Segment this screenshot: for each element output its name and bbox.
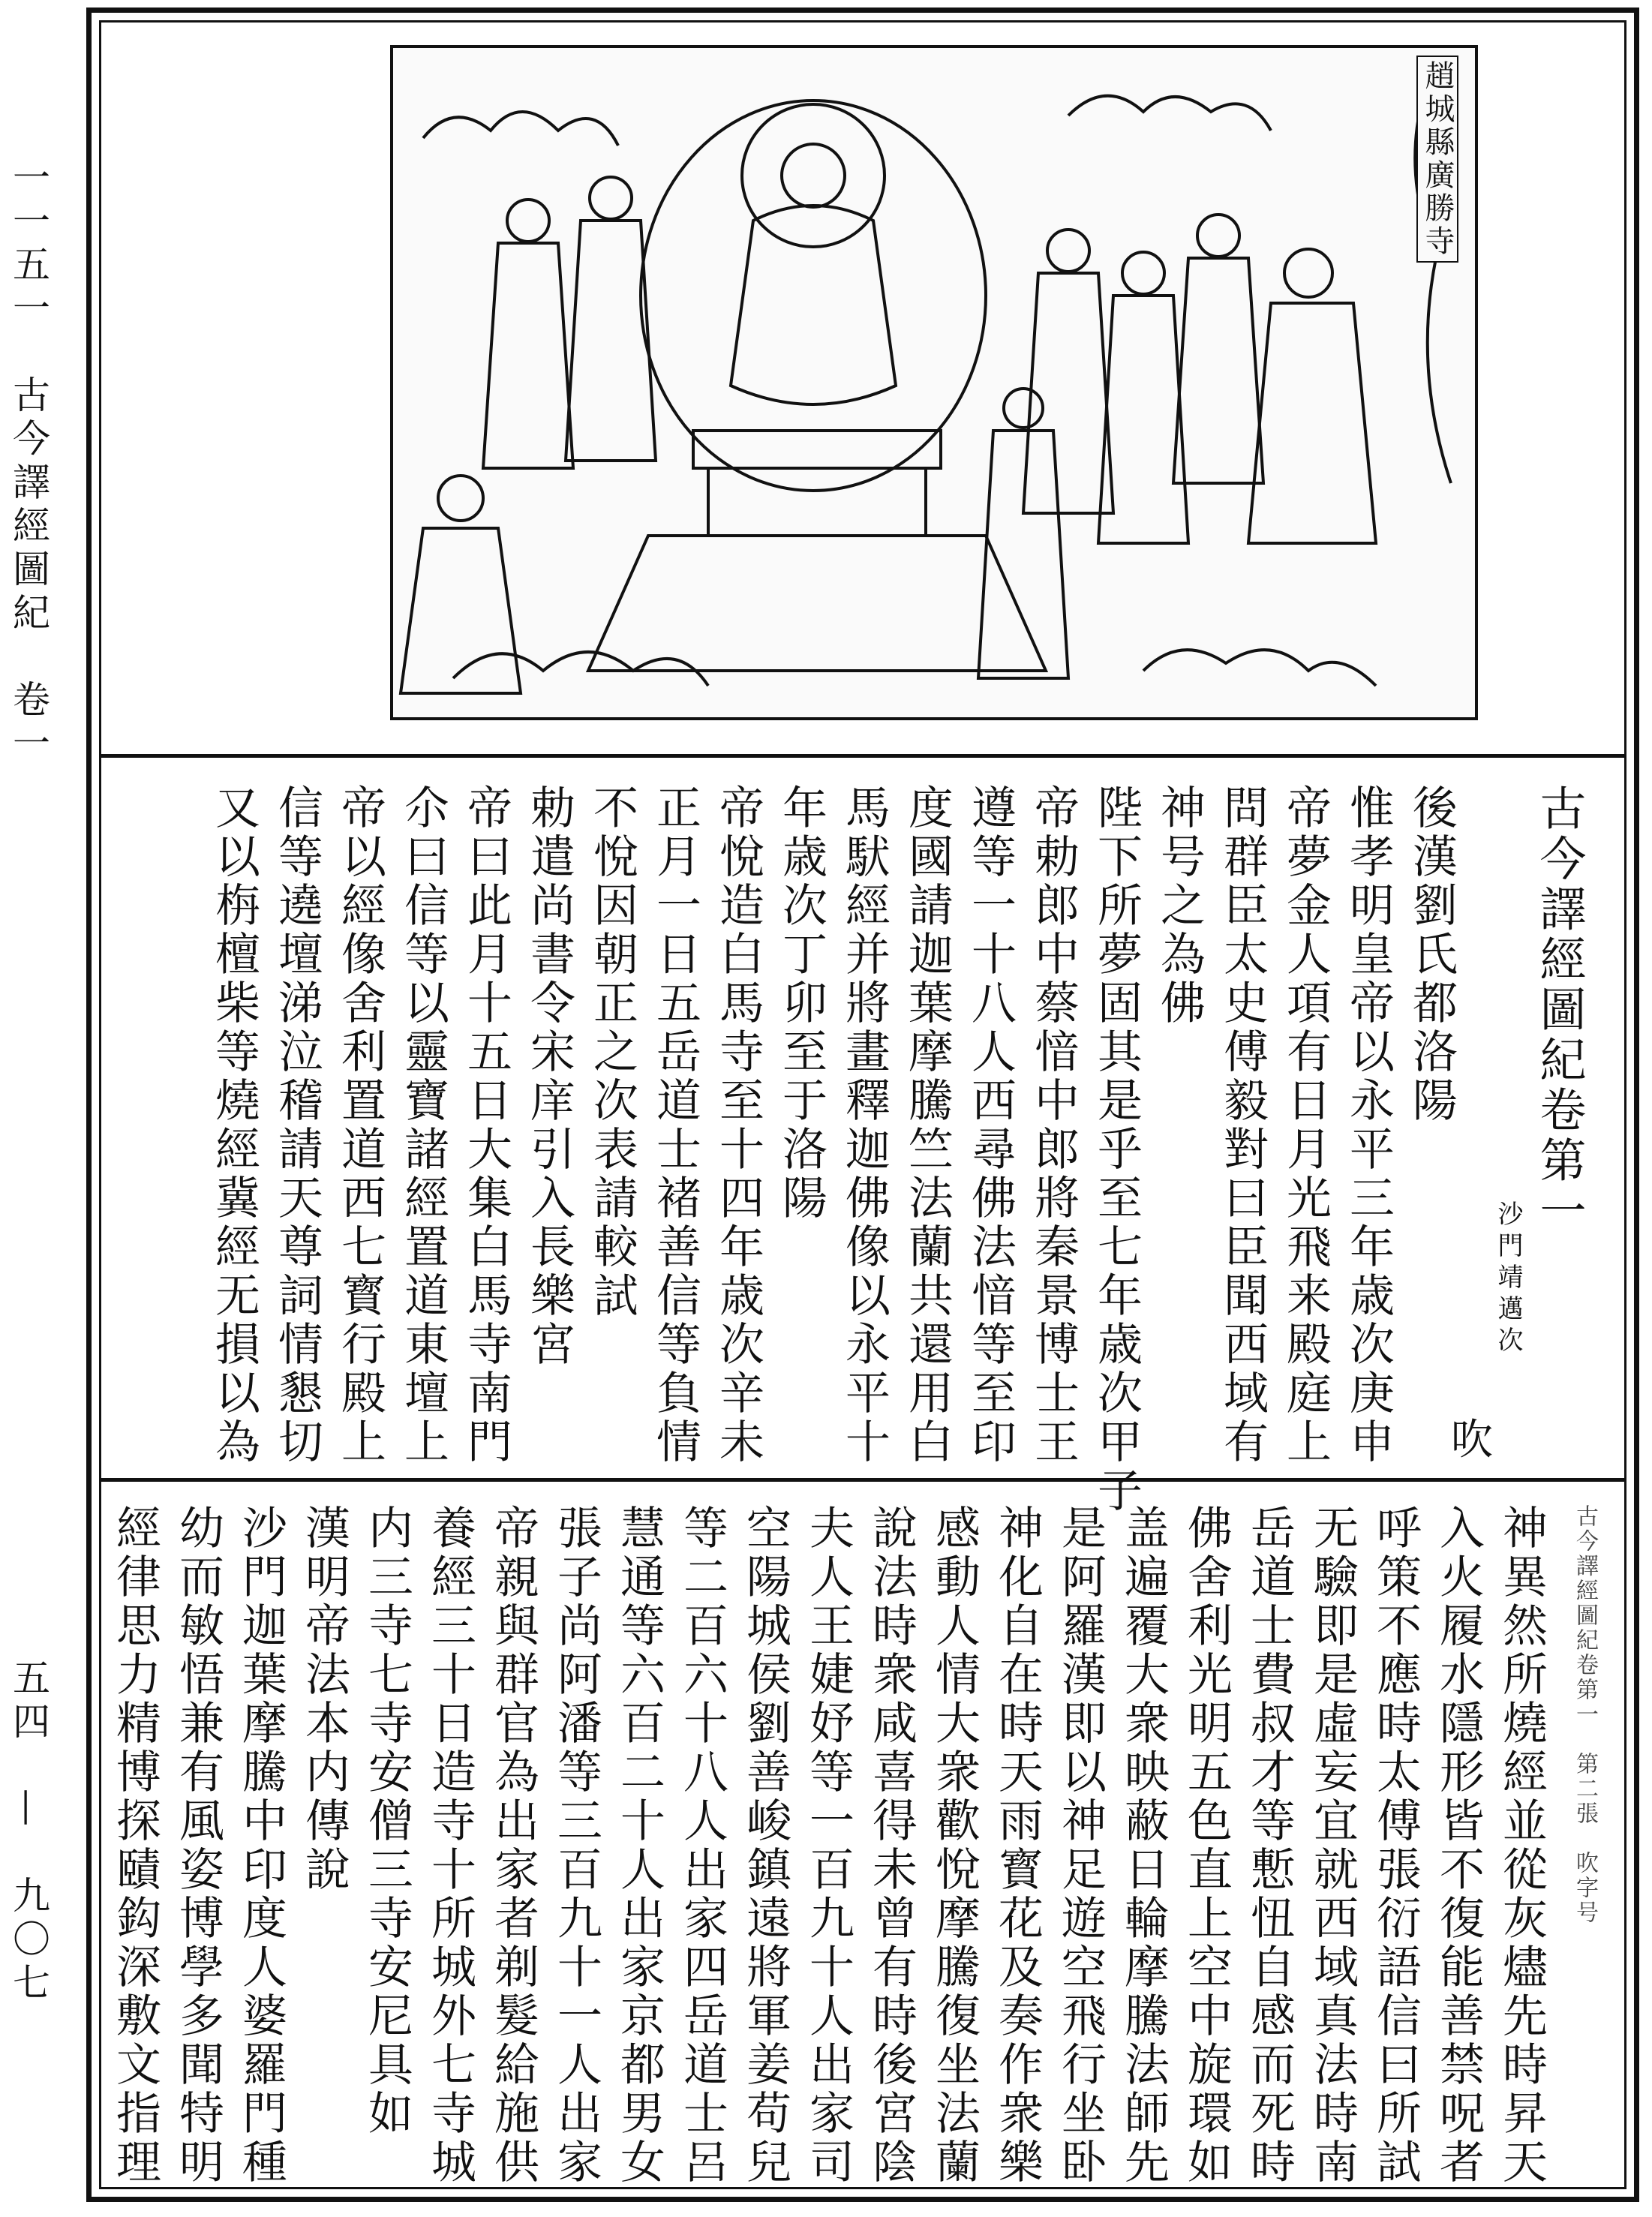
text-column: 帝悅造白馬寺至十四年歳次辛未	[712, 784, 764, 1467]
text-column: 張子尚阿潘等三百九十一人出家	[550, 1504, 602, 2187]
text-panel-2	[109, 1504, 1598, 2187]
illustration-drawing	[393, 48, 1475, 717]
text-column: 幼而敏悟兼有風姿博學多聞特明	[172, 1504, 224, 2187]
text-column: 養經三十日造寺十所城外七寺城	[424, 1504, 476, 2187]
text-column: 空陽城侯劉善峻鎮遠將軍姜苟兒	[739, 1504, 791, 2187]
text-column: 年歳次丁卯至于洛陽	[775, 784, 828, 1223]
text-column: 陛下所夢固其是乎至七年歳次甲子	[1090, 784, 1143, 1516]
text-column: 後漢劉氏都洛陽	[1405, 784, 1458, 1125]
page-frame-inner	[99, 20, 1626, 2189]
text-panel-1	[124, 784, 1590, 1516]
throne-base	[708, 468, 926, 536]
text-column: 盖遍覆大衆映蔽日輪摩騰法師先	[1117, 1504, 1170, 2187]
text-column: 岳道士費叔才等慙忸自感而死時	[1243, 1504, 1296, 2187]
text-column: 馬䭾經并將畫釋迦佛像以永平十	[838, 784, 891, 1467]
text-column: 内三寺七寺安僧三寺安尼具如	[361, 1504, 413, 2138]
cloud-shape	[453, 652, 708, 686]
cloud-shape	[1143, 650, 1376, 686]
text-column: 等二百六十八人出家四岳道士呂	[676, 1504, 728, 2187]
woodblock-illustration	[390, 45, 1478, 720]
text-body-2	[104, 1504, 1553, 2187]
text-column: 度國請迦葉摩騰竺法蘭共還用白	[901, 784, 954, 1467]
scroll-title: 古今譯經圖紀卷第一	[1532, 784, 1587, 1236]
text-column: 惟孝明皇帝以永平三年歳次庚申	[1342, 784, 1395, 1467]
text-column: 信等遶壇涕泣稽請天尊詞情懇切	[271, 784, 323, 1467]
text-column: 說法時衆咸喜得未曾有時後宮陰	[865, 1504, 918, 2187]
buddha-head	[782, 144, 845, 207]
text-column: 正月一日五岳道士褚善信等負情	[649, 784, 701, 1467]
text-column: 帝夢金人項有日月光飛来殿庭上	[1279, 784, 1332, 1467]
text-column: 感動人情大衆歡悅摩騰復坐法蘭	[928, 1504, 981, 2187]
text-column: 帝以經像舍利置道西七寳行殿上	[334, 784, 386, 1467]
cloud-shape	[1068, 96, 1271, 131]
text-column: 夫人王婕妤等一百九十人出家司	[802, 1504, 855, 2187]
text-column: 佛舍利光明五色直上空中旋環如	[1180, 1504, 1233, 2187]
text-column: 勅遣尚書令宋庠引入長樂宮	[523, 784, 575, 1369]
throne-steps	[588, 536, 1046, 671]
text-column: 帝勅郎中蔡愔中郎將秦景博士王	[1027, 784, 1080, 1467]
text-column: 神異然所燒經並從灰燼先時昇天	[1495, 1504, 1548, 2187]
text-column: 入火履水隱形皆不復能善禁呪者	[1432, 1504, 1485, 2187]
text-column: 无驗即是虛妄宜就西域真法時南	[1306, 1504, 1359, 2187]
temple-label: 趙城縣廣勝寺	[1416, 56, 1458, 263]
margin-label-bottom: 五四 — 九〇七	[7, 1658, 50, 2006]
cloud-shape	[423, 112, 618, 146]
text-column: 帝曰此月十五日大集白馬寺南門	[460, 784, 512, 1467]
text-column: 經律思力精博探賾鈎深敷文指理	[109, 1504, 161, 2187]
section-divider	[101, 754, 1624, 758]
text-column: 神化自在時天雨寳花及奏作衆樂	[991, 1504, 1044, 2187]
text-column: 是阿羅漢即以神足遊空飛行坐卧	[1054, 1504, 1107, 2187]
text-column: 帝親與群官為出家者剃髮給施供	[487, 1504, 539, 2187]
text-column: 尒曰信等以靈寶諸經置道東壇上	[397, 784, 449, 1467]
text-column: 問群臣太史傅毅對曰臣聞西域有	[1216, 784, 1269, 1467]
sheet-header: 古今譯經圖紀卷第一 第二張 吹字号	[1572, 1504, 1598, 1925]
author-line: 沙門靖邁次	[1493, 1200, 1523, 1358]
text-column: 呼策不應時太傅張衍語信曰所試	[1369, 1504, 1422, 2187]
page-frame	[86, 8, 1639, 2202]
text-column: 慧通等六百二十人出家京都男女	[613, 1504, 665, 2187]
head-halo	[742, 104, 885, 247]
text-column: 漢明帝法本内傳說	[298, 1504, 350, 1894]
text-column: 遵等一十八人西尋佛法愔等至印	[964, 784, 1017, 1467]
text-column: 不悅因朝正之次表請較試	[586, 784, 638, 1320]
buddha-robe	[731, 206, 896, 404]
text-body-1	[203, 784, 1463, 1516]
text-column: 又以栴檀柴等燒經冀經无損以為	[208, 784, 260, 1467]
text-column: 沙門迦葉摩騰中印度人婆羅門種	[235, 1504, 287, 2187]
text-column: 神号之為佛	[1153, 784, 1206, 1028]
section-divider	[101, 1478, 1624, 1482]
volume-mark: 吹	[1451, 1416, 1493, 1464]
margin-label-top: 一一五一 古今譯經圖紀 卷一	[7, 158, 50, 767]
